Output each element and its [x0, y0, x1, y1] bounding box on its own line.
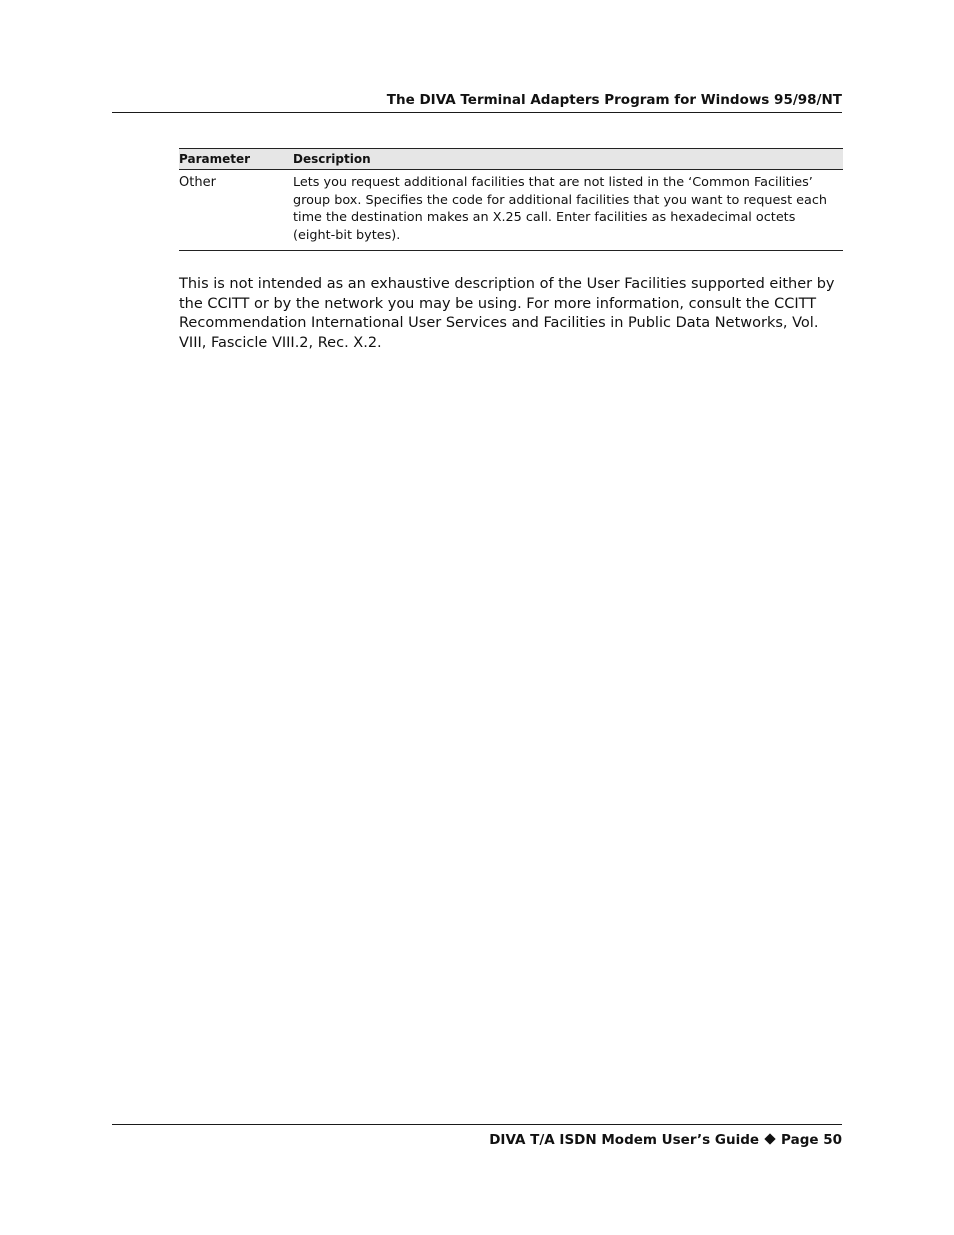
parameter-table — [179, 148, 843, 251]
table-header-row — [179, 149, 843, 170]
diamond-icon — [764, 1133, 775, 1144]
page-footer — [112, 1124, 842, 1148]
description-cell: Lets you request additional facilities that are not listed in the ‘Common Facilities’ group box. Specifies the code for additional facilities that you want to request each time the destination makes an X.25 call. Enter facilities as hexadecimal octets (eight-bit bytes). — [293, 170, 843, 251]
column-header-description: Description — [293, 149, 843, 170]
header-title: The DIVA Terminal Adapters Program for Windows 95/98/NT — [386, 92, 842, 108]
footer-guide-title: DIVA T/A ISDN Modem User’s Guide — [489, 1132, 760, 1148]
column-header-parameter: Parameter — [179, 149, 293, 170]
parameter-cell: Other — [179, 170, 293, 251]
page-header — [112, 90, 842, 113]
footer-page-number: Page 50 — [781, 1132, 842, 1148]
body-paragraph: This is not intended as an exhaustive description of the User Facilities supported either by the CCITT or by the network you may be using. For more information, consult the CCITT Recommendation International User Services and Facilities in Public Data Networks, Vol. VIII, Fascicle VIII.2, Rec. X.2. — [179, 276, 835, 351]
footer-text — [489, 1132, 842, 1148]
table-row — [179, 170, 843, 251]
